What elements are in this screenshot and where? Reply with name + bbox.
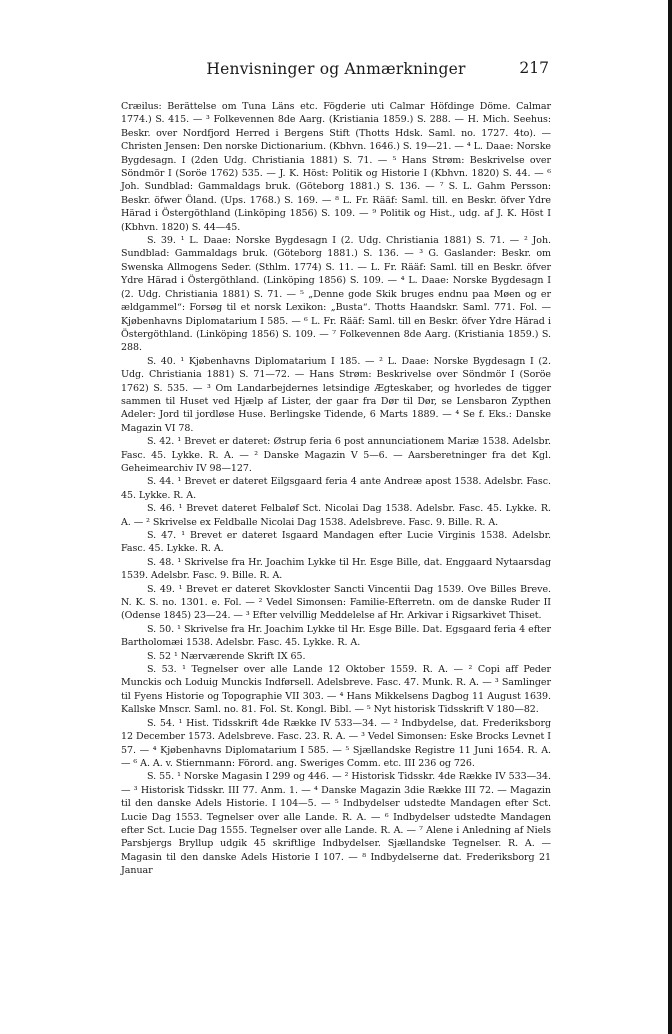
running-title: Henvisninger og Anmærkninger xyxy=(206,60,466,78)
note-paragraph: S. 53. ¹ Tegnelser over alle Lande 12 Oktober 1559. R. A. — ² Copi aff Peder Munckis och Loduig Munckis Indførsell. Adelsbreve. Fasc. 47. Munk. R. A. — ³ Samlinger til Fyens Historie og Topographie VII 303. — ⁴ Hans Mikkelsens Dagbog 11 August 1639. Kallske Mnscr. Saml. no. 81. Fol. St. Kongl. Bibl. — ⁵ Nyt historisk Tidsskrift V 180—82. xyxy=(121,664,551,716)
scan-edge-rule xyxy=(668,0,672,1034)
note-paragraph: S. 54. ¹ Hist. Tidsskrift 4de Række IV 533—34. — ² Indbydelse, dat. Frederiksborg 12 December 1573. Adelsbreve. Fasc. 23. R. A. — ³ Vedel Simonsen: Eske Brocks Levnet I 57. — ⁴ Kjøbenhavns Diplomatarium I 585. — ⁵ Sjællandske Registre 11 Juni 1654. R. A. — ⁶ A. A. v. Stiernmann: Förord. ang. Sweriges Comm. etc. III 236 og 726. xyxy=(121,717,551,769)
note-paragraph: S. 46. ¹ Brevet dateret Felbaløf Sct. Nicolai Dag 1538. Adelsbr. Fasc. 45. Lykke. R. A. — ² Skrivelse ex Feldballe Nicolai Dag 1538. Adelsbreve. Fasc. 9. Bille. R. A. xyxy=(121,503,551,528)
note-paragraph: S. 49. ¹ Brevet er dateret Skovkloster Sancti Vincentii Dag 1539. Ove Billes Breve. N. K. S. no. 1301. e. Fol. — ² Vedel Simonsen: Familie-Efterretn. om de danske Ruder II (Odense 1845) 23—24. — ³ Efter velvillig Meddelelse af Hr. Arkivar i Rigsarkivet Thiset. xyxy=(121,583,551,622)
note-paragraph: S. 50. ¹ Skrivelse fra Hr. Joachim Lykke til Hr. Esge Bille. Dat. Egsgaard feria 4 efter Bartholomæi 1538. Adelsbr. Fasc. 45. Lykke. R. A. xyxy=(121,623,551,649)
note-paragraph: S. 52 ¹ Nærværende Skrift IX 65. xyxy=(147,650,306,662)
note-paragraph: Cræilus: Berättelse om Tuna Läns etc. Fögderie uti Calmar Höfdinge Döme. Calmar 1774.) S. 415. — ³ Folkevennen 8de Aarg. (Kristiania 1859.) S. 288. — H. Mich. Seehus: Beskr. over Nordfjord Herred i Bergens Stift (Thotts Hdsk. Saml. no. 1727. 4to). — Christen Jensen: Den norske Dictionarium. (Kbhvn. 1646.) S. 19—21. — ⁴ L. Daae: Norske Bygdesagn. I (2den Udg. Christiania 1881) S. 71. — ⁵ Hans Strøm: Beskrivelse over Söndmör I (Soröe 1762) 535. — J. K. Höst: Politik og Historie I (Kbhvn. 1820) S. 44. — ⁶ Joh. Sundblad: Gammaldags bruk. (Göteborg 1881.) S. 136. — ⁷ S. L. Gahm Persson: Beskr. öfwer Öland. (Ups. 1768.) S. 169. — ⁸ L. Fr. Rääf: Saml. till. en Beskr. öfver Ydre Härad i Östergöthland (Linköping 1856) S. 109. — ⁹ Politik og Hist., udg. af J. K. Höst I (Kbhvn. 1820) S. 44—45. xyxy=(121,101,551,233)
page-number: 217 xyxy=(519,59,549,77)
note-paragraph: S. 40. ¹ Kjøbenhavns Diplomatarium I 185. — ² L. Daae: Norske Bygdesagn I (2. Udg. Christiania 1881) S. 71—72. — Hans Strøm: Beskrivelse over Söndmör I (Soröe 1762) S. 535. — ³ Om Landarbejdernes letsindige Ægteskaber, og hvorledes de tigger sammen til Huset ved Hjælp af Lister, der gaar fra Dør til Dør, se Lensbaron Zypthen Adeler: Jord til jordløse Huse. Berlingske Tidende, 6 Marts 1889. — ⁴ Se f. Eks.: Danske Magazin VI 78. xyxy=(121,355,551,434)
note-paragraph: S. 48. ¹ Skrivelse fra Hr. Joachim Lykke til Hr. Esge Bille, dat. Enggaard Nytaarsdag 1539. Adelsbr. Fasc. 9. Bille. R. A. xyxy=(121,556,551,582)
note-paragraph: S. 39. ¹ L. Daae: Norske Bygdesagn I (2. Udg. Christiania 1881) S. 71. — ² Joh. Sundblad: Gammaldags bruk. (Göteborg 1881.) S. 136. — ³ G. Gaslander: Beskr. om Swenska Allmogens Seder. (Sthlm. 1774) S. 11. — L. Fr. Rääf: Saml. till en Beskr. öfver Ydre Härad i Östergöthland. (Linköping 1856) S. 109. — ⁴ L. Daae: Norske Bygdesagn I (2. Udg. Christiania 1881) S. 71. — ⁵ „Denne gode Skik bruges endnu paa Møen og er ældgammel“: Forsøg til et norsk Lexikon: „Busta“. Thotts Haandskr. Saml. 771. Fol. — Kjøbenhavns Diplomatarium I 585. — ⁶ L. Fr. Rääf: Saml. till en Beskr. öfver Ydre Härad i Östergöthland. (Linköping 1856) S. 109. — ⁷ Folkevennen 8de Aarg. (Kristiania 1859.) S. 288. xyxy=(121,235,551,354)
page-header xyxy=(0,60,672,84)
note-paragraph: S. 44. ¹ Brevet er dateret Eilgsgaard feria 4 ante Andreæ apost 1538. Adelsbr. Fasc. 45. Lykke. R. A. xyxy=(121,476,551,501)
note-paragraph: S. 55. ¹ Norske Magasin I 299 og 446. — ² Historisk Tidsskr. 4de Række IV 533—34. — ³ Historisk Tidsskr. III 77. Anm. 1. — ⁴ Danske Magazin 3die Række III 72. — Magazin til den danske Adels Historie. I 104—5. — ⁵ Indbydelser udstedte Mandagen efter Sct. Lucie Dag 1553. Tegnelser over alle Lande. R. A. — ⁶ Indbydelser udstedte Mandagen efter Sct. Lucie Dag 1555. Tegnelser over alle Lande. R. A. — ⁷ Alene i Anledning af Niels Parsbjergs Bryllup udgik 45 skriftlige Indbydelser. Sjællandske Tegnelser. R. A. — Magasin til den danske Adels Historie I 107. — ⁸ Indbydelserne dat. Frederiksborg 21 Januar xyxy=(121,771,551,877)
note-paragraph: S. 42. ¹ Brevet er dateret: Østrup feria 6 post annunciationem Mariæ 1538. Adelsbr. Fasc. 45. Lykke. R. A. — ² Danske Magazin V 5—6. — Aarsberetninger fra det Kgl. Geheimearchiv IV 98—127. xyxy=(121,436,551,474)
notes-body xyxy=(121,100,551,878)
note-paragraph: S. 47. ¹ Brevet er dateret Isgaard Mandagen efter Lucie Virginis 1538. Adelsbr. Fasc. 45. Lykke. R. A. xyxy=(121,530,551,555)
